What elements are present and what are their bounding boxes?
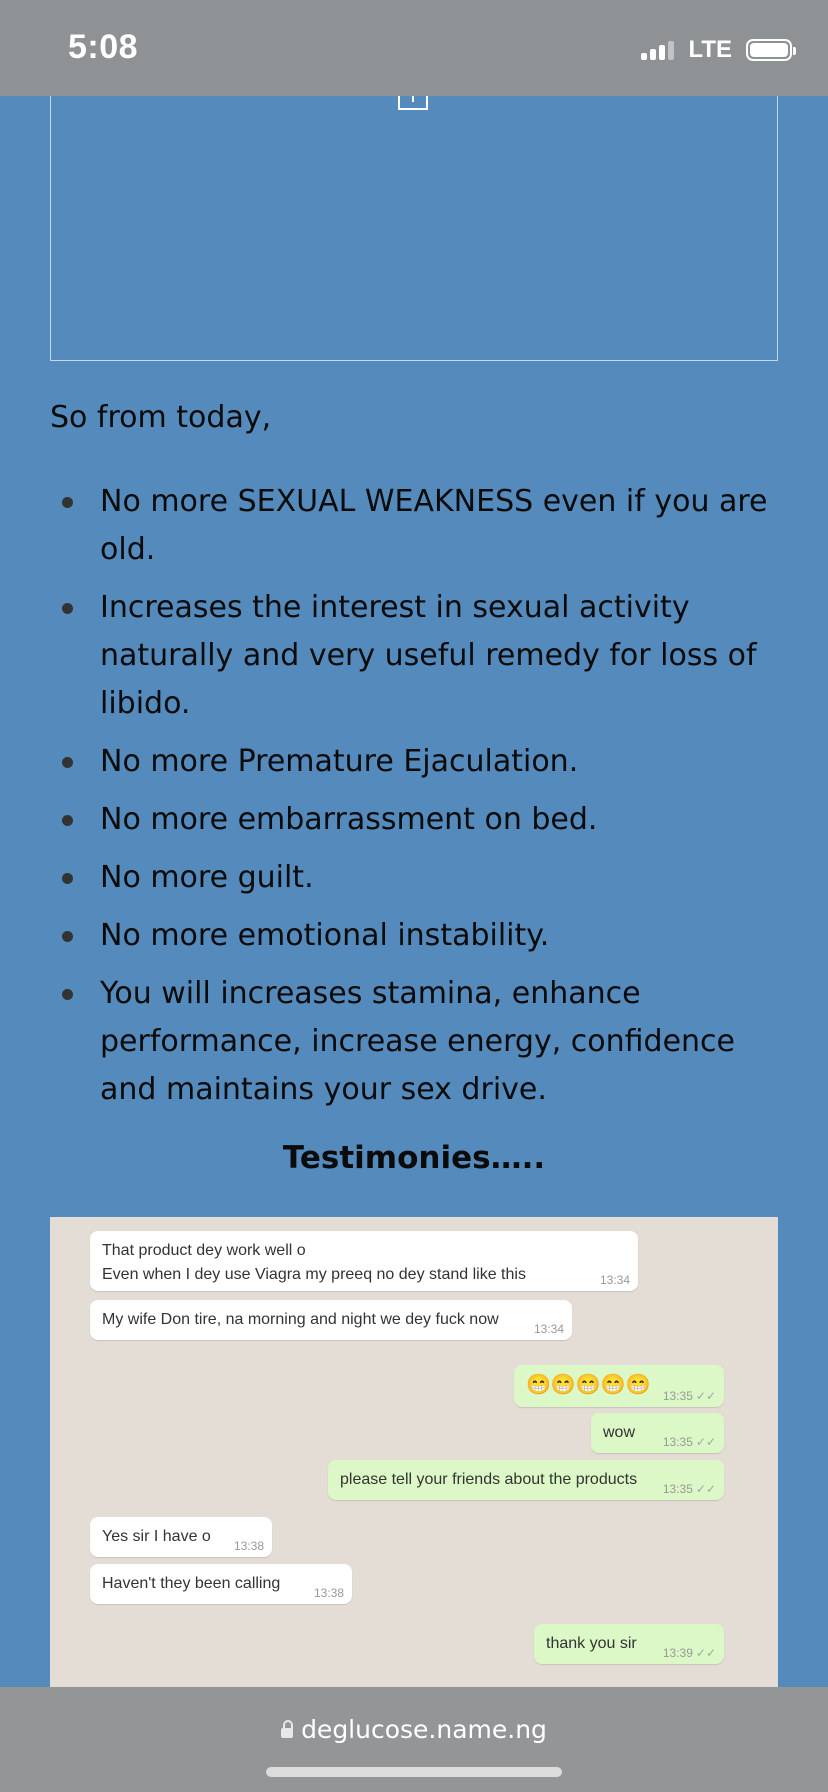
chat-screenshot xyxy=(50,1217,778,1687)
lock-icon xyxy=(281,1728,293,1738)
message-text: My wife Don tire, na morning and night we dey fuck now xyxy=(102,1311,499,1328)
chat-message xyxy=(90,1231,638,1291)
video-embed-icon xyxy=(398,96,428,110)
url-text: deglucose.name.ng xyxy=(301,1715,547,1744)
read-receipt-icon: ✓✓ xyxy=(695,1482,716,1496)
list-item: Increases the interest in sexual activity naturally and very useful remedy for loss of libido. xyxy=(50,584,780,728)
battery-icon xyxy=(746,39,792,61)
message-time: 13:39 ✓✓ xyxy=(662,1646,716,1660)
list-item: No more guilt. xyxy=(50,854,780,902)
message-time: 13:35 ✓✓ xyxy=(662,1482,716,1496)
list-item: You will increases stamina, enhance performance, increase energy, confidence and maintains your sex drive. xyxy=(50,970,780,1114)
message-time: 13:38 xyxy=(313,1586,344,1600)
home-indicator[interactable] xyxy=(266,1767,562,1777)
benefits-list xyxy=(50,478,780,1124)
video-embed[interactable] xyxy=(50,96,778,361)
testimonies-heading: Testimonies….. xyxy=(282,1140,546,1176)
message-text: please tell your friends about the products xyxy=(340,1471,638,1488)
status-indicators xyxy=(641,36,792,64)
list-item: No more Premature Ejaculation. xyxy=(50,738,780,786)
message-text: Even when I dey use Viagra my preeq no dey stand like this xyxy=(102,1266,526,1283)
message-text: 😁😁😁😁😁 xyxy=(526,1374,651,1396)
address-bar[interactable] xyxy=(0,1715,828,1744)
status-bar xyxy=(0,0,828,96)
chat-message xyxy=(90,1564,352,1604)
list-item: No more SEXUAL WEAKNESS even if you are old. xyxy=(50,478,780,574)
message-text: wow xyxy=(603,1424,636,1441)
chat-message xyxy=(328,1460,724,1500)
browser-bottom-bar xyxy=(0,1687,828,1792)
message-time: 13:35 ✓✓ xyxy=(662,1435,716,1449)
chat-message xyxy=(591,1413,724,1453)
intro-text: So from today, xyxy=(50,400,272,435)
network-type: LTE xyxy=(688,36,732,63)
read-receipt-icon: ✓✓ xyxy=(695,1646,716,1660)
list-item: No more embarrassment on bed. xyxy=(50,796,780,844)
message-text: That product dey work well o xyxy=(102,1242,306,1259)
read-receipt-icon: ✓✓ xyxy=(695,1435,716,1449)
message-time: 13:34 xyxy=(533,1322,564,1336)
chat-message xyxy=(514,1365,724,1407)
list-item: No more emotional instability. xyxy=(50,912,780,960)
chat-message xyxy=(534,1624,724,1664)
chat-message xyxy=(90,1300,572,1340)
message-time: 13:38 xyxy=(233,1539,264,1553)
message-text: thank you sir xyxy=(546,1635,637,1652)
message-text: Haven't they been calling xyxy=(102,1575,281,1592)
chat-message xyxy=(90,1517,272,1557)
message-time: 13:34 xyxy=(599,1273,630,1287)
message-text: Yes sir I have o xyxy=(102,1528,211,1545)
signal-icon xyxy=(641,40,674,60)
status-time: 5:08 xyxy=(68,28,139,66)
read-receipt-icon: ✓✓ xyxy=(695,1389,716,1403)
message-time: 13:35 ✓✓ xyxy=(662,1389,716,1403)
